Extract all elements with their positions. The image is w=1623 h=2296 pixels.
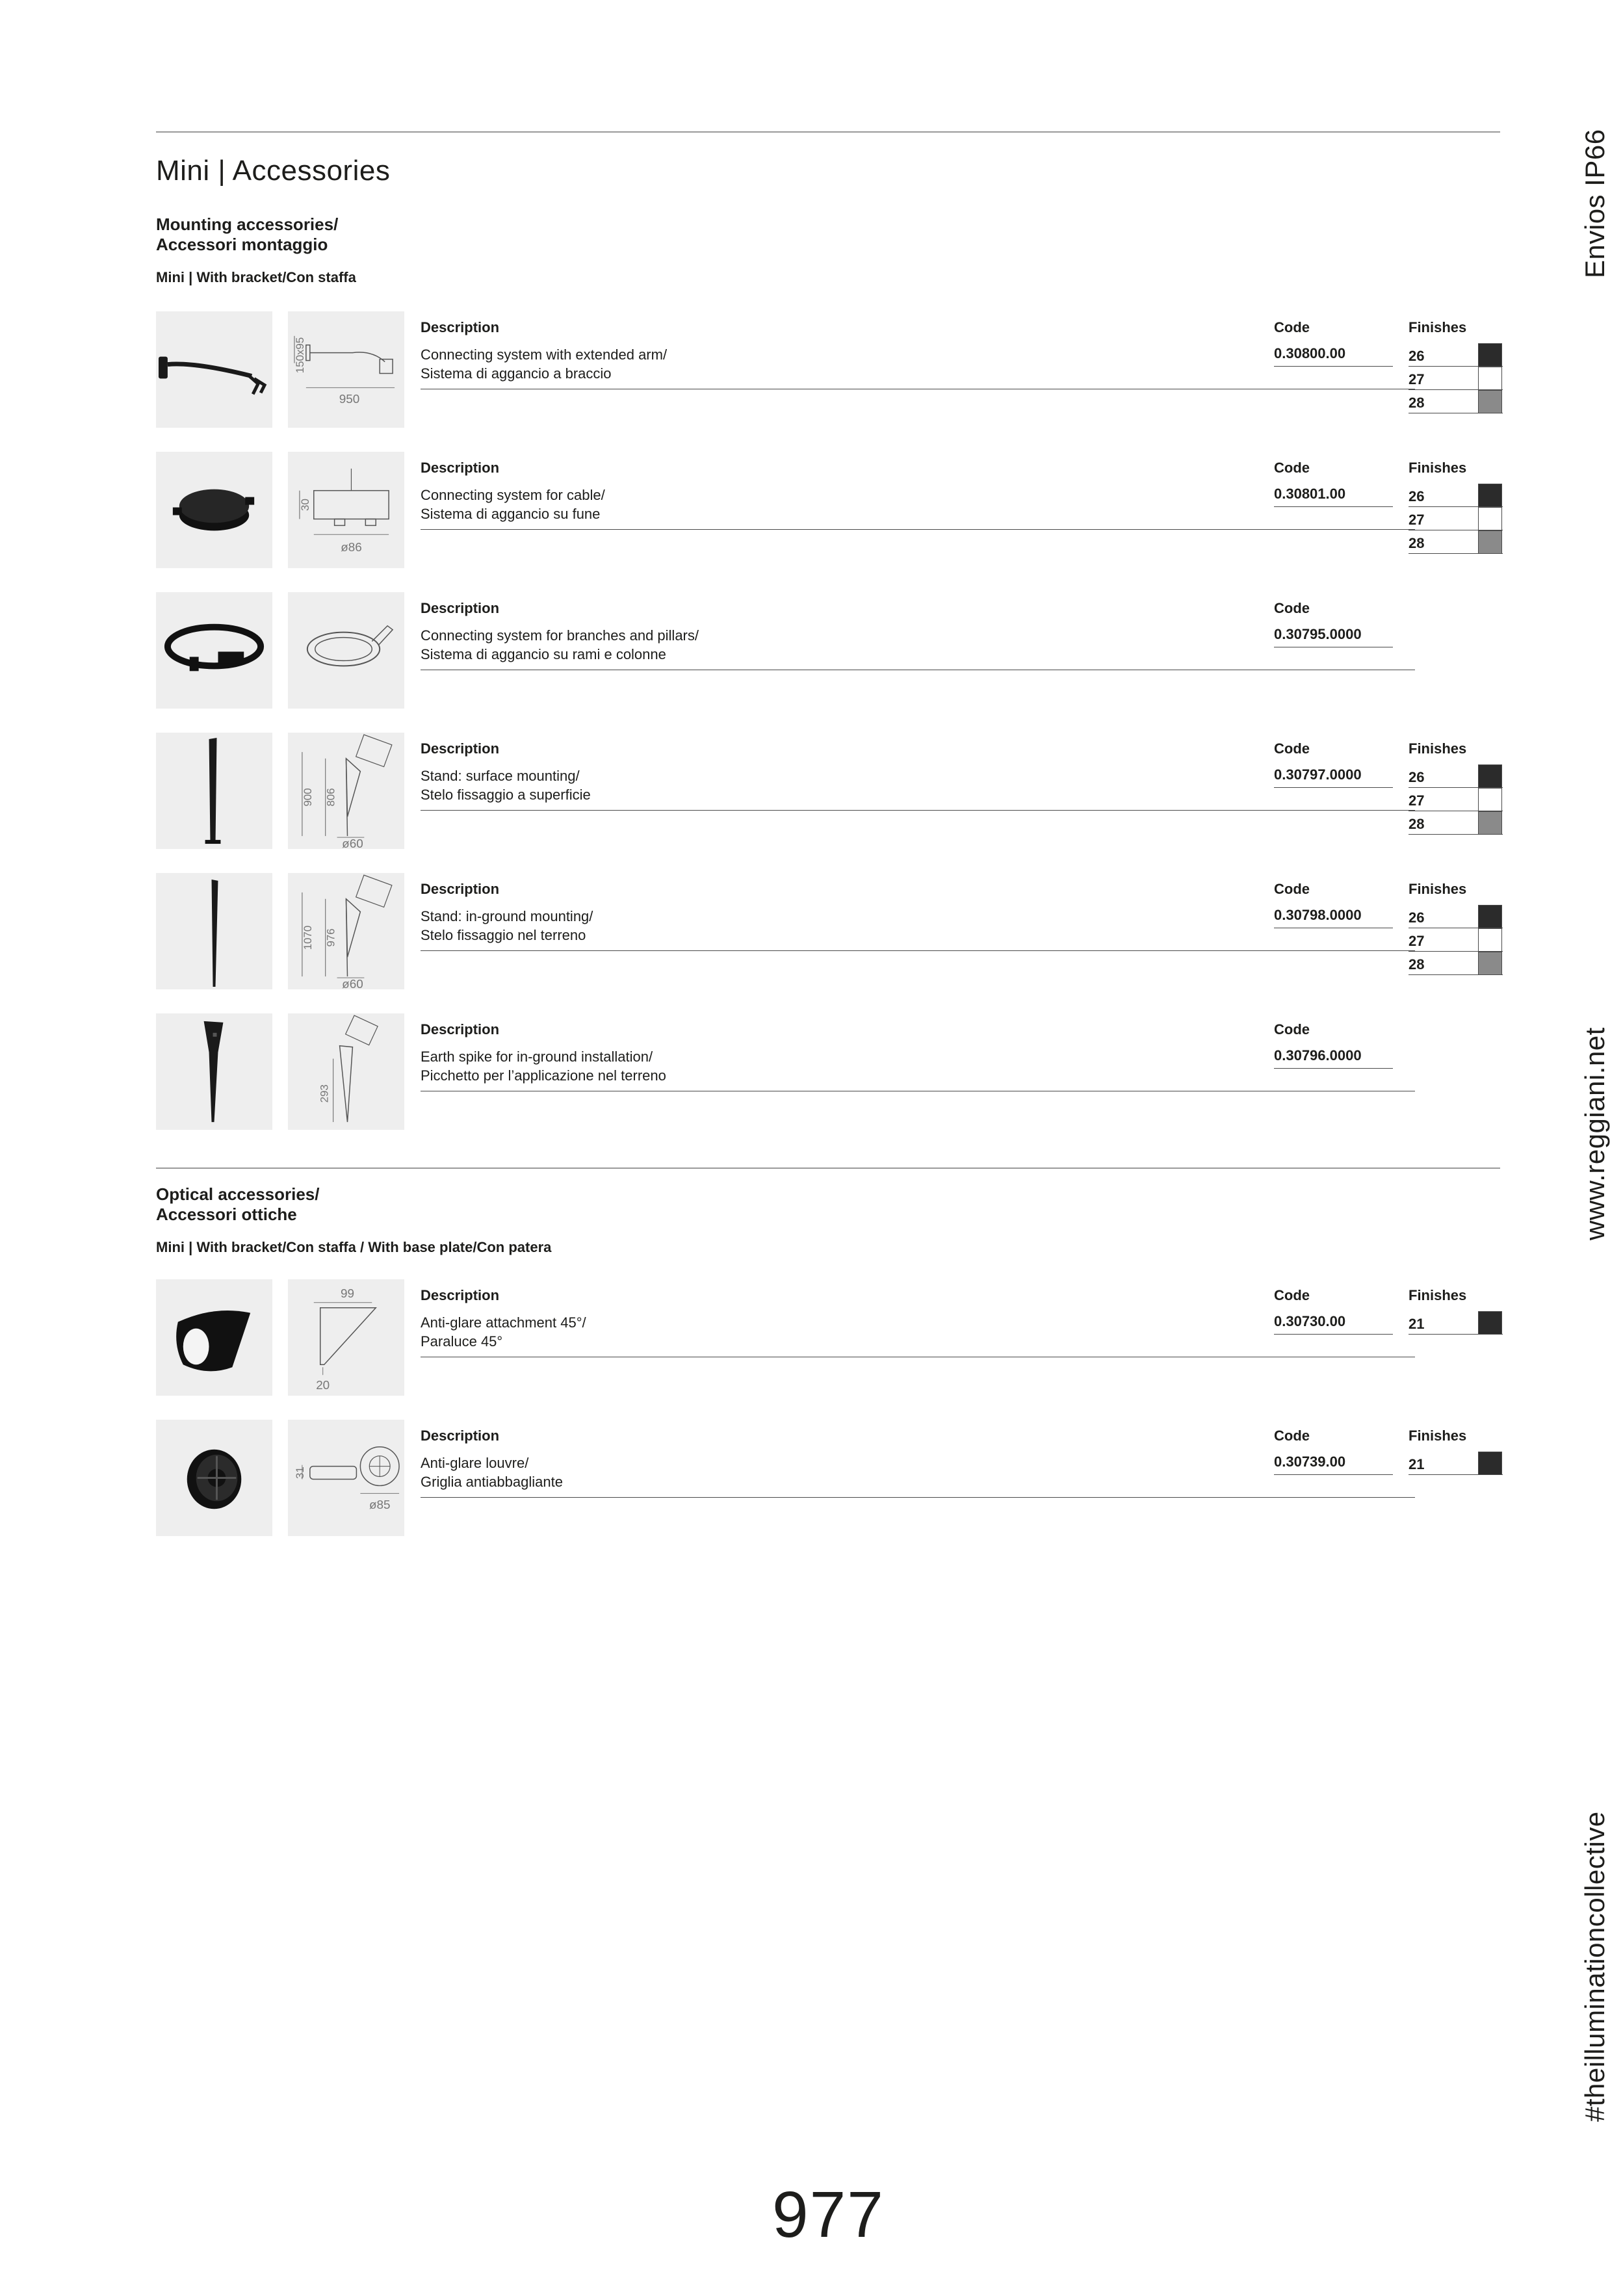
product-code: 0.30795.0000 bbox=[1274, 626, 1362, 642]
finish-option bbox=[1409, 390, 1503, 413]
product-photo bbox=[156, 1279, 272, 1396]
accessory-row bbox=[156, 311, 1500, 428]
accessory-row bbox=[156, 452, 1500, 569]
finish-option bbox=[1409, 905, 1503, 928]
finish-option bbox=[1409, 764, 1503, 788]
description-en: Anti-glare louvre/ bbox=[421, 1455, 529, 1471]
code-underline bbox=[1274, 366, 1393, 367]
description-label: Description bbox=[421, 460, 500, 476]
technical-drawing bbox=[288, 1420, 404, 1536]
code-label: Code bbox=[1274, 1287, 1310, 1303]
description-it: Sistema di aggancio a braccio bbox=[421, 365, 612, 382]
technical-drawing bbox=[288, 311, 404, 428]
description-text bbox=[421, 907, 1415, 945]
finish-swatch bbox=[1478, 530, 1502, 554]
section-divider bbox=[156, 1168, 1500, 1169]
product-code: 0.30800.00 bbox=[1274, 345, 1346, 361]
dimension-label: 950 bbox=[339, 393, 360, 407]
accessory-row bbox=[156, 733, 1500, 850]
product-photo bbox=[156, 1420, 272, 1536]
description-underline bbox=[421, 810, 1415, 811]
dimension-label: ø60 bbox=[342, 837, 363, 849]
accessory-row bbox=[156, 1420, 1500, 1537]
finish-swatch bbox=[1478, 811, 1502, 835]
dimension-label: 30 bbox=[298, 499, 311, 511]
finish-number: 28 bbox=[1409, 395, 1425, 411]
code-underline bbox=[1274, 787, 1393, 788]
technical-drawing bbox=[288, 1279, 404, 1396]
description-text bbox=[421, 345, 1415, 383]
technical-drawing bbox=[288, 1013, 404, 1130]
finish-option bbox=[1409, 952, 1503, 975]
section-title-line-1: Mounting accessories/ bbox=[156, 215, 339, 234]
finish-option bbox=[1409, 788, 1503, 811]
product-code: 0.30739.00 bbox=[1274, 1454, 1346, 1470]
finish-number: 28 bbox=[1409, 956, 1425, 972]
accessory-row bbox=[156, 1279, 1500, 1396]
description-it: Stelo fissaggio nel terreno bbox=[421, 927, 586, 943]
finishes-label: Finishes bbox=[1409, 460, 1467, 476]
dimension-label: 976 bbox=[324, 928, 337, 947]
technical-drawing bbox=[288, 873, 404, 989]
finish-number: 28 bbox=[1409, 816, 1425, 832]
finish-swatch bbox=[1478, 390, 1502, 413]
description-en: Connecting system with extended arm/ bbox=[421, 346, 668, 363]
finish-number: 27 bbox=[1409, 371, 1425, 387]
code-underline bbox=[1274, 1474, 1393, 1475]
code-label: Code bbox=[1274, 881, 1310, 897]
finish-swatch bbox=[1478, 1452, 1502, 1475]
description-underline bbox=[421, 529, 1415, 530]
finish-swatch bbox=[1478, 905, 1502, 928]
technical-drawing bbox=[288, 592, 404, 709]
top-divider bbox=[156, 131, 1500, 133]
finish-swatch bbox=[1478, 952, 1502, 975]
finishes-label: Finishes bbox=[1409, 1428, 1467, 1444]
finish-swatch bbox=[1478, 343, 1502, 367]
finish-option bbox=[1409, 530, 1503, 554]
finish-number: 26 bbox=[1409, 769, 1425, 785]
code-label: Code bbox=[1274, 1428, 1310, 1444]
product-code: 0.30730.00 bbox=[1274, 1313, 1346, 1329]
finish-swatch bbox=[1478, 367, 1502, 390]
finishes-label: Finishes bbox=[1409, 1287, 1467, 1303]
finish-number: 27 bbox=[1409, 792, 1425, 809]
code-label: Code bbox=[1274, 460, 1310, 476]
finish-swatch bbox=[1478, 1311, 1502, 1335]
accessory-row bbox=[156, 873, 1500, 990]
description-it: Sistema di aggancio su rami e colonne bbox=[421, 646, 666, 662]
description-en: Connecting system for branches and pillars/ bbox=[421, 627, 699, 644]
description-underline bbox=[421, 950, 1415, 951]
code-underline bbox=[1274, 1068, 1393, 1069]
description-label: Description bbox=[421, 1428, 500, 1444]
description-text bbox=[421, 1313, 1415, 1351]
code-underline bbox=[1274, 506, 1393, 507]
finish-number: 21 bbox=[1409, 1316, 1425, 1332]
code-label: Code bbox=[1274, 600, 1310, 616]
section-title-mounting bbox=[156, 215, 338, 255]
product-photo bbox=[156, 873, 272, 989]
description-text bbox=[421, 626, 1415, 664]
dimension-label: 150x95 bbox=[293, 337, 306, 374]
finish-number: 26 bbox=[1409, 909, 1425, 926]
dimension-label: 900 bbox=[301, 788, 314, 807]
description-it: Sistema di aggancio su fune bbox=[421, 506, 601, 522]
code-label: Code bbox=[1274, 740, 1310, 757]
side-product-name: Envios IP66 bbox=[1579, 129, 1610, 278]
finish-number: 27 bbox=[1409, 933, 1425, 949]
description-text bbox=[421, 486, 1415, 523]
section-subtitle-mounting: Mini | With bracket/Con staffa bbox=[156, 269, 356, 285]
section-subtitle-optical: Mini | With bracket/Con staffa / With base plate/Con patera bbox=[156, 1239, 552, 1255]
accessory-row bbox=[156, 1013, 1500, 1130]
product-code: 0.30801.00 bbox=[1274, 486, 1346, 502]
finish-swatch bbox=[1478, 484, 1502, 507]
description-en: Anti-glare attachment 45°/ bbox=[421, 1314, 586, 1331]
code-underline bbox=[1274, 1334, 1393, 1335]
description-text bbox=[421, 766, 1415, 804]
finish-number: 28 bbox=[1409, 535, 1425, 551]
finish-swatch bbox=[1478, 788, 1502, 811]
description-it: Picchetto per l’applicazione nel terreno bbox=[421, 1067, 666, 1084]
finish-option bbox=[1409, 1452, 1503, 1475]
description-en: Stand: in-ground mounting/ bbox=[421, 908, 593, 924]
description-label: Description bbox=[421, 881, 500, 897]
description-it: Stelo fissaggio a superficie bbox=[421, 787, 591, 803]
finishes-list bbox=[1409, 905, 1503, 975]
finish-number: 26 bbox=[1409, 348, 1425, 364]
finishes-list bbox=[1409, 343, 1503, 413]
side-hashtag: #theilluminationcollective bbox=[1579, 1811, 1610, 2122]
product-code: 0.30797.0000 bbox=[1274, 766, 1362, 783]
accessory-row bbox=[156, 592, 1500, 709]
technical-drawing bbox=[288, 452, 404, 568]
finishes-list bbox=[1409, 1452, 1503, 1475]
description-text bbox=[421, 1454, 1415, 1491]
dimension-label: 20 bbox=[316, 1379, 330, 1393]
description-it: Griglia antiabbagliante bbox=[421, 1474, 563, 1490]
technical-drawing bbox=[288, 733, 404, 849]
code-label: Code bbox=[1274, 1021, 1310, 1037]
finish-number: 21 bbox=[1409, 1456, 1425, 1472]
finish-number: 27 bbox=[1409, 512, 1425, 528]
finish-swatch bbox=[1478, 507, 1502, 530]
description-en: Earth spike for in-ground installation/ bbox=[421, 1049, 653, 1065]
finish-option bbox=[1409, 367, 1503, 390]
dimension-label: 99 bbox=[340, 1286, 354, 1301]
finishes-list bbox=[1409, 484, 1503, 554]
finish-number: 26 bbox=[1409, 488, 1425, 504]
product-photo bbox=[156, 592, 272, 709]
code-label: Code bbox=[1274, 319, 1310, 335]
finishes-label: Finishes bbox=[1409, 740, 1467, 757]
finishes-label: Finishes bbox=[1409, 881, 1467, 897]
description-underline bbox=[421, 1497, 1415, 1498]
product-code: 0.30798.0000 bbox=[1274, 907, 1362, 923]
finish-option bbox=[1409, 811, 1503, 835]
section-title-optical bbox=[156, 1184, 319, 1225]
side-website: www.reggiani.net bbox=[1579, 1027, 1610, 1240]
finish-option bbox=[1409, 507, 1503, 530]
product-photo bbox=[156, 311, 272, 428]
description-label: Description bbox=[421, 740, 500, 757]
finish-swatch bbox=[1478, 928, 1502, 952]
finish-option bbox=[1409, 484, 1503, 507]
finishes-label: Finishes bbox=[1409, 319, 1467, 335]
description-label: Description bbox=[421, 1287, 500, 1303]
dimension-label: ø86 bbox=[341, 541, 362, 555]
product-photo bbox=[156, 1013, 272, 1130]
finish-option bbox=[1409, 928, 1503, 952]
section-title-line-1: Optical accessories/ bbox=[156, 1184, 320, 1204]
product-photo bbox=[156, 452, 272, 568]
description-label: Description bbox=[421, 600, 500, 616]
description-text bbox=[421, 1047, 1415, 1085]
description-it: Paraluce 45° bbox=[421, 1333, 503, 1350]
finishes-list bbox=[1409, 1311, 1503, 1335]
description-label: Description bbox=[421, 319, 500, 335]
dimension-label: 31 bbox=[293, 1467, 306, 1479]
finish-option bbox=[1409, 1311, 1503, 1335]
product-code: 0.30796.0000 bbox=[1274, 1047, 1362, 1063]
description-en: Connecting system for cable/ bbox=[421, 487, 605, 503]
section-title-line-2: Accessori ottiche bbox=[156, 1205, 297, 1224]
dimension-label: 806 bbox=[324, 788, 337, 807]
description-label: Description bbox=[421, 1021, 500, 1037]
page-number: 977 bbox=[772, 2178, 885, 2251]
finishes-list bbox=[1409, 764, 1503, 835]
product-photo bbox=[156, 733, 272, 849]
section-title-line-2: Accessori montaggio bbox=[156, 235, 328, 254]
dimension-label: 293 bbox=[318, 1084, 331, 1103]
description-en: Stand: surface mounting/ bbox=[421, 768, 580, 784]
dimension-label: 1070 bbox=[301, 925, 314, 950]
dimension-label: ø60 bbox=[342, 978, 363, 989]
dimension-label: ø85 bbox=[369, 1498, 391, 1513]
page-title: Mini | Accessories bbox=[156, 155, 391, 187]
finish-swatch bbox=[1478, 764, 1502, 788]
finish-option bbox=[1409, 343, 1503, 367]
